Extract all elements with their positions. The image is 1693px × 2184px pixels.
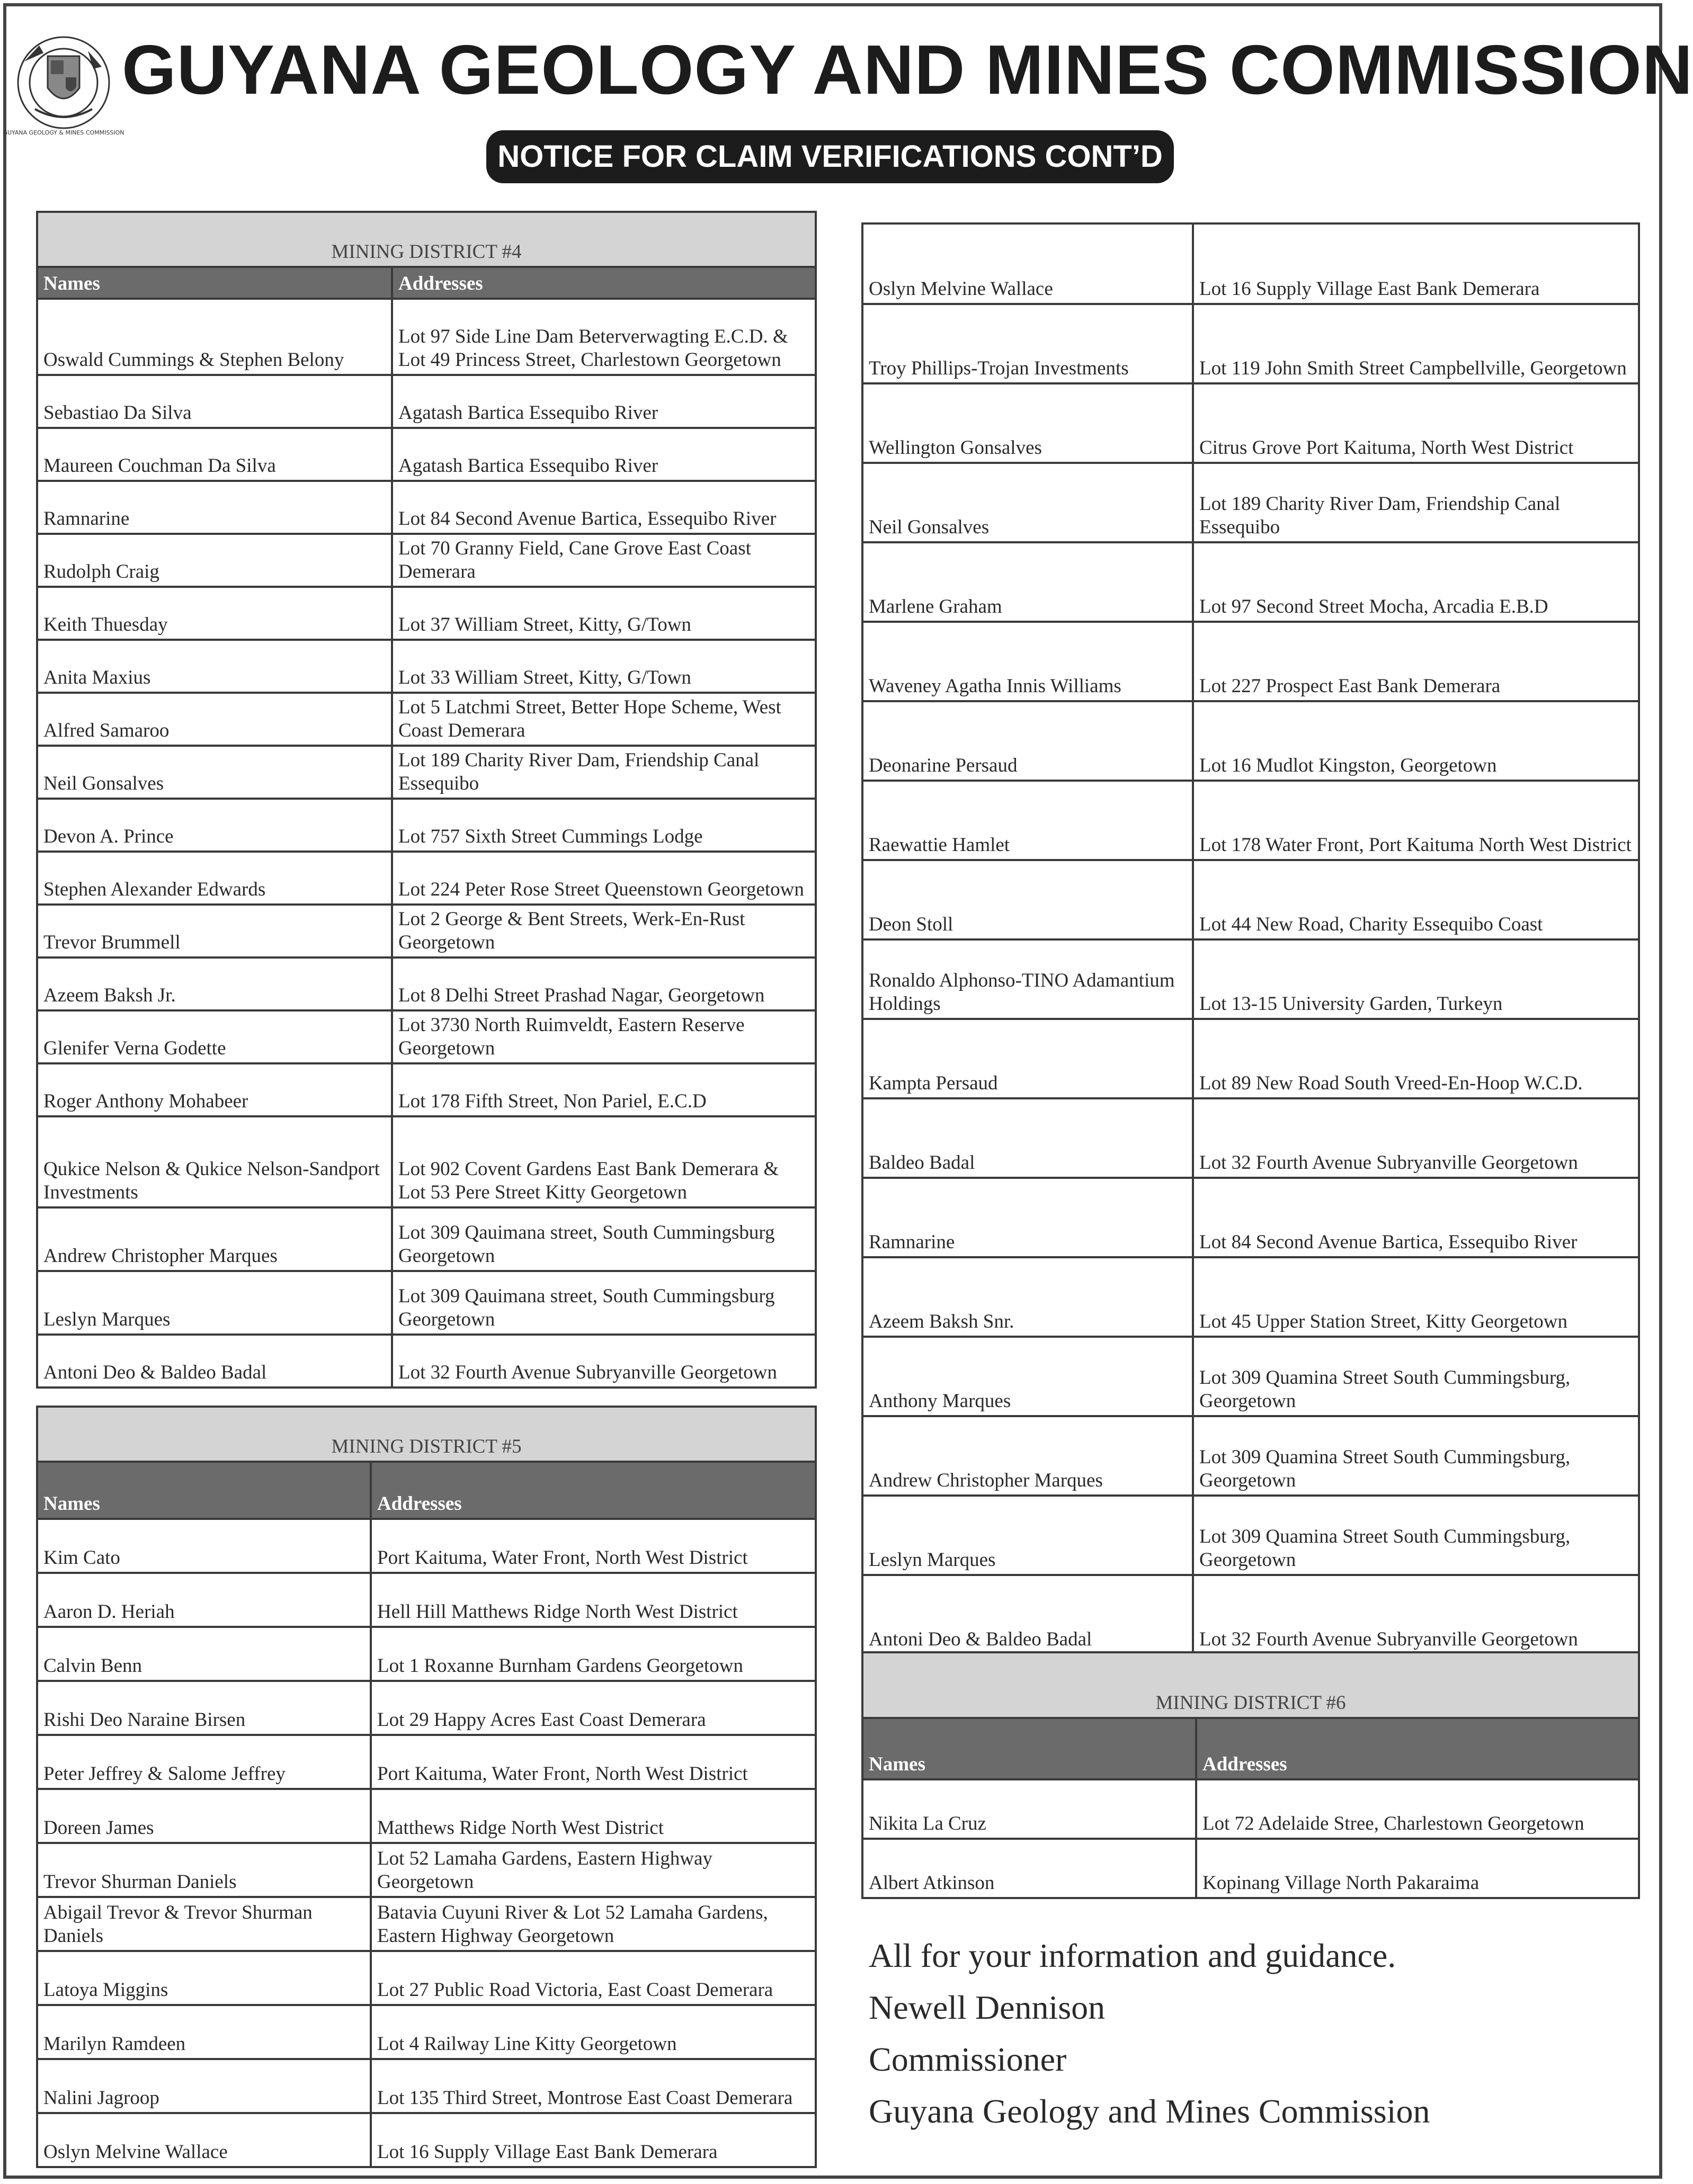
table-row	[37, 2113, 816, 2167]
claimant-name: Leslyn Marques	[37, 1271, 392, 1335]
claimant-address: Port Kaituma, Water Front, North West District	[371, 1519, 816, 1573]
claimant-name: Rudolph Craig	[37, 534, 392, 587]
district-5-continued-table	[861, 222, 1640, 1655]
closing-signature	[869, 1930, 1430, 2137]
table-row	[37, 481, 816, 534]
claimant-name: Nalini Jagroop	[37, 2059, 371, 2113]
table-row	[862, 304, 1639, 383]
table-row	[862, 1839, 1639, 1898]
district-4-table	[36, 211, 817, 1389]
table-row	[37, 1010, 816, 1063]
claimant-name: Kim Cato	[37, 1519, 371, 1573]
claimant-address: Lot 72 Adelaide Stree, Charlestown Georgetown	[1196, 1779, 1639, 1839]
claimant-address: Citrus Grove Port Kaituma, North West District	[1193, 383, 1639, 463]
table-row	[37, 2005, 816, 2059]
claimant-address: Lot 119 John Smith Street Campbellville, Georgetown	[1193, 304, 1639, 383]
table-row	[37, 746, 816, 799]
claimant-name: Neil Gonsalves	[37, 746, 392, 799]
page-title: GUYANA GEOLOGY AND MINES COMMISSION	[122, 31, 1693, 109]
claimant-name: Leslyn Marques	[862, 1496, 1193, 1575]
table-row	[37, 1271, 816, 1335]
table-row	[862, 463, 1639, 542]
claimant-name: Keith Thuesday	[37, 587, 392, 640]
table-row	[37, 693, 816, 746]
claimant-address: Lot 757 Sixth Street Cummings Lodge	[392, 799, 816, 852]
claimant-address: Hell Hill Matthews Ridge North West District	[371, 1573, 816, 1627]
names-header: Names	[862, 1718, 1196, 1779]
district-5-title: MINING DISTRICT #5	[37, 1407, 816, 1462]
claimant-name: Qukice Nelson & Qukice Nelson-Sandport Investments	[37, 1116, 392, 1207]
table-row	[37, 799, 816, 852]
claimant-address: Lot 29 Happy Acres East Coast Demerara	[371, 1681, 816, 1735]
table-row	[862, 383, 1639, 463]
claimant-address: Lot 84 Second Avenue Bartica, Essequibo River	[392, 481, 816, 534]
table-row	[862, 1257, 1639, 1337]
claimant-address: Lot 70 Granny Field, Cane Grove East Coast Demerara	[392, 534, 816, 587]
table-row	[37, 299, 816, 375]
claimant-address: Batavia Cuyuni River & Lot 52 Lamaha Gardens, Eastern Highway Georgetown	[371, 1897, 816, 1951]
table-row	[862, 1337, 1639, 1416]
table-row	[37, 957, 816, 1010]
table-row	[37, 852, 816, 905]
claimant-name: Andrew Christopher Marques	[862, 1416, 1193, 1496]
claimant-address: Kopinang Village North Pakaraima	[1196, 1839, 1639, 1898]
claimant-name: Peter Jeffrey & Salome Jeffrey	[37, 1735, 371, 1789]
table-row	[37, 1897, 816, 1951]
district-4-title: MINING DISTRICT #4	[37, 212, 816, 267]
table-row	[862, 1779, 1639, 1839]
claimant-address: Agatash Bartica Essequibo River	[392, 375, 816, 428]
district-6-title: MINING DISTRICT #6	[862, 1652, 1639, 1718]
claimant-address: Lot 1 Roxanne Burnham Gardens Georgetown	[371, 1627, 816, 1681]
table-row	[862, 1416, 1639, 1496]
claimant-name: Ramnarine	[862, 1178, 1193, 1257]
claimant-name: Trevor Shurman Daniels	[37, 1843, 371, 1897]
claimant-name: Maureen Couchman Da Silva	[37, 428, 392, 481]
claimant-address: Lot 13-15 University Garden, Turkeyn	[1193, 939, 1639, 1019]
claimant-name: Andrew Christopher Marques	[37, 1207, 392, 1271]
table-row	[862, 223, 1639, 304]
table-row	[37, 1573, 816, 1627]
claimant-address: Lot 178 Fifth Street, Non Pariel, E.C.D	[392, 1063, 816, 1116]
claimant-address: Lot 37 William Street, Kitty, G/Town	[392, 587, 816, 640]
claimant-address: Lot 32 Fourth Avenue Subryanville Georgetown	[1193, 1098, 1639, 1178]
table-row	[37, 587, 816, 640]
claimant-address: Lot 97 Side Line Dam Beterverwagting E.C.D. & Lot 49 Princess Street, Charlestown Georgetown	[392, 299, 816, 375]
table-row	[862, 1496, 1639, 1575]
claimant-name: Trevor Brummell	[37, 905, 392, 957]
claimant-address: Lot 2 George & Bent Streets, Werk-En-Rust Georgetown	[392, 905, 816, 957]
claimant-name: Azeem Baksh Snr.	[862, 1257, 1193, 1337]
table-row	[862, 1019, 1639, 1098]
claimant-address: Lot 44 New Road, Charity Essequibo Coast	[1193, 860, 1639, 939]
table-row	[37, 1789, 816, 1843]
table-row	[862, 1098, 1639, 1178]
notice-banner: NOTICE FOR CLAIM VERIFICATIONS CONT’D	[486, 130, 1174, 183]
claimant-name: Devon A. Prince	[37, 799, 392, 852]
table-row	[862, 1178, 1639, 1257]
claimant-name: Marlene Graham	[862, 542, 1193, 622]
table-row	[862, 622, 1639, 701]
claimant-address: Lot 309 Qauimana street, South Cummingsburg Georgetown	[392, 1271, 816, 1335]
district-6-table	[861, 1651, 1640, 1899]
claimant-address: Lot 309 Quamina Street South Cummingsburg, Georgetown	[1193, 1496, 1639, 1575]
claimant-name: Oswald Cummings & Stephen Belony	[37, 299, 392, 375]
claimant-address: Matthews Ridge North West District	[371, 1789, 816, 1843]
claimant-name: Roger Anthony Mohabeer	[37, 1063, 392, 1116]
claimant-name: Deon Stoll	[862, 860, 1193, 939]
table-row	[862, 542, 1639, 622]
claimant-name: Nikita La Cruz	[862, 1779, 1196, 1839]
claimant-name: Latoya Miggins	[37, 1951, 371, 2005]
claimant-name: Doreen James	[37, 1789, 371, 1843]
claimant-name: Neil Gonsalves	[862, 463, 1193, 542]
district-5-table	[36, 1406, 817, 2168]
claimant-name: Marilyn Ramdeen	[37, 2005, 371, 2059]
claimant-address: Lot 178 Water Front, Port Kaituma North West District	[1193, 781, 1639, 860]
claimant-name: Aaron D. Heriah	[37, 1573, 371, 1627]
claimant-name: Deonarine Persaud	[862, 701, 1193, 781]
table-row	[37, 1843, 816, 1897]
table-row	[862, 781, 1639, 860]
table-row	[37, 534, 816, 587]
addresses-header: Addresses	[392, 267, 816, 299]
claimant-name: Calvin Benn	[37, 1627, 371, 1681]
claimant-address: Lot 135 Third Street, Montrose East Coast Demerara	[371, 2059, 816, 2113]
claimant-name: Azeem Baksh Jr.	[37, 957, 392, 1010]
names-header: Names	[37, 267, 392, 299]
table-row	[37, 640, 816, 693]
table-row	[37, 1735, 816, 1789]
claimant-name: Raewattie Hamlet	[862, 781, 1193, 860]
claimant-name: Oslyn Melvine Wallace	[37, 2113, 371, 2167]
addresses-header: Addresses	[371, 1462, 816, 1519]
claimant-name: Anita Maxius	[37, 640, 392, 693]
claimant-address: Lot 16 Supply Village East Bank Demerara	[1193, 223, 1639, 304]
claimant-name: Anthony Marques	[862, 1337, 1193, 1416]
claimant-address: Lot 52 Lamaha Gardens, Eastern Highway Georgetown	[371, 1843, 816, 1897]
claimant-address: Lot 3730 North Ruimveldt, Eastern Reserve Georgetown	[392, 1010, 816, 1063]
claimant-name: Baldeo Badal	[862, 1098, 1193, 1178]
signatory-name: Newell Dennison	[869, 1989, 1106, 2026]
claimant-address: Lot 5 Latchmi Street, Better Hope Scheme, West Coast Demerara	[392, 693, 816, 746]
claimant-address: Lot 16 Mudlot Kingston, Georgetown	[1193, 701, 1639, 781]
table-row	[37, 1335, 816, 1388]
table-row	[37, 1207, 816, 1271]
claimant-address: Port Kaituma, Water Front, North West District	[371, 1735, 816, 1789]
claimant-name: Stephen Alexander Edwards	[37, 852, 392, 905]
svg-text:GUYANA GEOLOGY & MINES COMMISS: GUYANA GEOLOGY & MINES COMMISSION	[3, 129, 124, 136]
table-row	[37, 1681, 816, 1735]
signatory-title: Commissioner	[869, 2040, 1067, 2078]
claimant-address: Lot 189 Charity River Dam, Friendship Canal Essequibo	[392, 746, 816, 799]
claimant-address: Lot 227 Prospect East Bank Demerara	[1193, 622, 1639, 701]
claimant-address: Lot 84 Second Avenue Bartica, Essequibo River	[1193, 1178, 1639, 1257]
claimant-address: Lot 32 Fourth Avenue Subryanville Georgetown	[392, 1335, 816, 1388]
table-row	[37, 2059, 816, 2113]
claimant-address: Lot 4 Railway Line Kitty Georgetown	[371, 2005, 816, 2059]
table-row	[37, 1627, 816, 1681]
claimant-name: Antoni Deo & Baldeo Badal	[862, 1575, 1193, 1654]
claimant-name: Oslyn Melvine Wallace	[862, 223, 1193, 304]
claimant-address: Lot 224 Peter Rose Street Queenstown Georgetown	[392, 852, 816, 905]
claimant-address: Lot 97 Second Street Mocha, Arcadia E.B.D	[1193, 542, 1639, 622]
signatory-organization: Guyana Geology and Mines Commission	[869, 2092, 1430, 2130]
claimant-address: Lot 309 Qauimana street, South Cummingsburg Georgetown	[392, 1207, 816, 1271]
claimant-address: Lot 45 Upper Station Street, Kitty Georgetown	[1193, 1257, 1639, 1337]
claimant-address: Lot 309 Quamina Street South Cummingsburg, Georgetown	[1193, 1337, 1639, 1416]
claimant-address: Lot 16 Supply Village East Bank Demerara	[371, 2113, 816, 2167]
table-row	[37, 1951, 816, 2005]
claimant-name: Alfred Samaroo	[37, 693, 392, 746]
claimant-address: Lot 309 Quamina Street South Cummingsburg, Georgetown	[1193, 1416, 1639, 1496]
claimant-name: Ramnarine	[37, 481, 392, 534]
claimant-address: Lot 33 William Street, Kitty, G/Town	[392, 640, 816, 693]
ggmc-logo	[3, 30, 124, 141]
claimant-name: Albert Atkinson	[862, 1839, 1196, 1898]
claimant-name: Abigail Trevor & Trevor Shurman Daniels	[37, 1897, 371, 1951]
claimant-address: Lot 189 Charity River Dam, Friendship Canal Essequibo	[1193, 463, 1639, 542]
claimant-address: Lot 902 Covent Gardens East Bank Demerara & Lot 53 Pere Street Kitty Georgetown	[392, 1116, 816, 1207]
claimant-name: Glenifer Verna Godette	[37, 1010, 392, 1063]
table-row	[37, 428, 816, 481]
claimant-name: Sebastiao Da Silva	[37, 375, 392, 428]
claimant-name: Wellington Gonsalves	[862, 383, 1193, 463]
table-row	[37, 1063, 816, 1116]
claimant-address: Lot 27 Public Road Victoria, East Coast Demerara	[371, 1951, 816, 2005]
claimant-name: Waveney Agatha Innis Williams	[862, 622, 1193, 701]
claimant-address: Agatash Bartica Essequibo River	[392, 428, 816, 481]
claimant-name: Antoni Deo & Baldeo Badal	[37, 1335, 392, 1388]
table-row	[37, 1116, 816, 1207]
claimant-address: Lot 8 Delhi Street Prashad Nagar, Georgetown	[392, 957, 816, 1010]
closing-line: All for your information and guidance.	[869, 1937, 1396, 1974]
claimant-name: Troy Phillips-Trojan Investments	[862, 304, 1193, 383]
table-row	[862, 939, 1639, 1019]
table-row	[862, 701, 1639, 781]
addresses-header: Addresses	[1196, 1718, 1639, 1779]
claimant-address: Lot 32 Fourth Avenue Subryanville Georgetown	[1193, 1575, 1639, 1654]
claimant-name: Ronaldo Alphonso-TINO Adamantium Holdings	[862, 939, 1193, 1019]
table-row	[37, 375, 816, 428]
table-row	[37, 1519, 816, 1573]
claimant-name: Rishi Deo Naraine Birsen	[37, 1681, 371, 1735]
table-row	[37, 905, 816, 957]
table-row	[862, 1575, 1639, 1654]
claimant-name: Kampta Persaud	[862, 1019, 1193, 1098]
claimant-address: Lot 89 New Road South Vreed-En-Hoop W.C.D.	[1193, 1019, 1639, 1098]
table-row	[862, 860, 1639, 939]
names-header: Names	[37, 1462, 371, 1519]
